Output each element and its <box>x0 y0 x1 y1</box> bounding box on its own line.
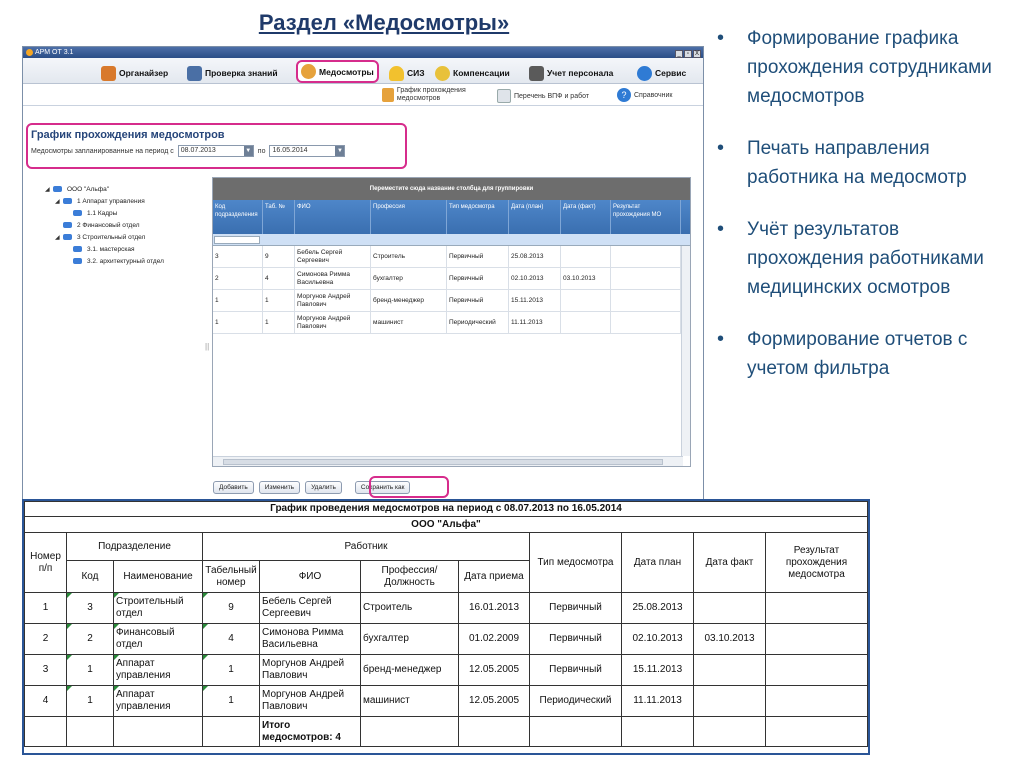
folder-icon <box>73 246 82 252</box>
report-cell: 12.05.2005 <box>459 686 530 717</box>
help-icon: ? <box>617 88 631 102</box>
report-cell: 3 <box>67 593 114 624</box>
report-cell: 25.08.2013 <box>622 593 694 624</box>
total-cell <box>67 717 114 747</box>
header-code: Код <box>67 561 114 593</box>
report-cell: 12.05.2005 <box>459 655 530 686</box>
tab-label: Медосмотры <box>319 66 374 77</box>
folder-icon <box>63 234 72 240</box>
report-cell: Финансовый отдел <box>114 624 203 655</box>
total-cell <box>114 717 203 747</box>
report-cell: Первичный <box>530 624 622 655</box>
minimize-button[interactable]: _ <box>675 50 683 58</box>
tab-personnel[interactable] <box>529 63 613 83</box>
table-icon <box>497 89 511 103</box>
report-cell: 1 <box>203 686 260 717</box>
report-cell: бухгалтер <box>361 624 459 655</box>
slide-title: Раздел «Медосмотры» <box>258 10 510 35</box>
report-cell: 01.02.2009 <box>459 624 530 655</box>
grid-cell <box>611 246 681 267</box>
subtab-hazard-list[interactable] <box>497 89 589 103</box>
tree-node-label: 3.2. архитектурный отдел <box>87 257 164 265</box>
report-cell: 02.10.2013 <box>622 624 694 655</box>
grid-cell: машинист <box>371 312 447 333</box>
report-table <box>24 501 868 747</box>
report-cell <box>766 686 868 717</box>
add-button[interactable]: Добавить <box>213 481 254 494</box>
window-titlebar <box>23 47 703 58</box>
grid-cell: 2 <box>213 268 263 289</box>
filter-cell[interactable] <box>214 236 260 244</box>
tree-node[interactable] <box>37 183 213 195</box>
header-hire-date: Дата приема <box>459 561 530 593</box>
restore-button[interactable]: ▫ <box>684 50 692 58</box>
grid-cell: Периодический <box>447 312 509 333</box>
total-cell <box>622 717 694 747</box>
report-title: График проведения медосмотров на период с 08.07.2013 по 16.05.2014 <box>25 502 868 517</box>
date-from-value: 08.07.2013 <box>180 147 216 154</box>
grid-cell: Моргунов Андрей Павлович <box>295 290 371 311</box>
header-result: Результат прохождения медосмотра <box>766 533 868 593</box>
header-worker: Работник <box>203 533 530 561</box>
ribbon-tabs <box>23 58 703 84</box>
report-cell: 1 <box>67 655 114 686</box>
bullet-item: • Формирование отчетов с учетом фильтра <box>715 325 1020 383</box>
header-exam-type: Тип медосмотра <box>530 533 622 593</box>
chevron-down-icon[interactable]: ▼ <box>245 148 252 154</box>
report-cell: 1 <box>203 655 260 686</box>
grid-cell: Первичный <box>447 290 509 311</box>
window-title: АРМ ОТ 3.1 <box>35 49 74 56</box>
bullet-item: • Учёт результатов прохождения работниками медицинских осмотров <box>715 215 1020 302</box>
grid-cell: 9 <box>263 246 295 267</box>
report-cell: 9 <box>203 593 260 624</box>
tab-label: Учет персонала <box>547 68 614 78</box>
tree-node[interactable] <box>37 195 213 207</box>
tab-label: Компенсации <box>453 68 510 78</box>
grid-cell: Строитель <box>371 246 447 267</box>
report-cell: 15.11.2013 <box>622 655 694 686</box>
header-profession: Профессия/ Должность <box>361 561 459 593</box>
folder-icon <box>73 210 82 216</box>
folder-icon <box>73 258 82 264</box>
report-cell: 4 <box>203 624 260 655</box>
total-cell <box>203 717 260 747</box>
subtab-reference[interactable] <box>617 88 673 102</box>
tree-node[interactable] <box>37 255 213 267</box>
department-tree <box>37 183 213 267</box>
grid-cell: Моргунов Андрей Павлович <box>295 312 371 333</box>
exam-grid <box>212 177 691 467</box>
report-cell: 1 <box>67 686 114 717</box>
grid-cell: 25.08.2013 <box>509 246 561 267</box>
group-by-panel[interactable]: Переместите сюда название столбца для группировки <box>213 178 690 200</box>
grid-row[interactable] <box>213 268 690 290</box>
report-cell <box>694 593 766 624</box>
grid-cell <box>611 312 681 333</box>
tree-node[interactable] <box>37 243 213 255</box>
coins-icon <box>435 66 450 81</box>
report-row <box>25 686 868 717</box>
tree-node[interactable] <box>37 219 213 231</box>
header-fact-date: Дата факт <box>694 533 766 593</box>
subtab-label: График прохождения медосмотров <box>396 87 466 102</box>
report-cell: Аппарат управления <box>114 686 203 717</box>
report-org: ООО "Альфа" <box>25 517 868 533</box>
bullet-item: • Формирование графика прохождения сотрудниками медосмотров <box>715 24 1020 111</box>
grid-cell: 11.11.2013 <box>509 312 561 333</box>
report-cell <box>766 655 868 686</box>
filter-label: Медосмотры запланированные на период с <box>31 147 174 155</box>
tab-knowledge-check[interactable] <box>187 63 278 83</box>
edit-button[interactable]: Изменить <box>259 481 300 494</box>
printed-report <box>22 499 870 755</box>
grid-cell: Бебель Сергей Сергеевич <box>295 246 371 267</box>
report-cell: Моргунов Андрей Павлович <box>260 655 361 686</box>
expand-arrow-icon[interactable]: ◢ <box>55 234 60 241</box>
column-header[interactable]: Результат прохождения МО <box>611 200 681 234</box>
total-cell <box>530 717 622 747</box>
grid-cell <box>611 290 681 311</box>
app-logo-icon <box>26 49 33 56</box>
grid-cell: бренд-менеджер <box>371 290 447 311</box>
subtab-bar <box>23 84 703 106</box>
column-header[interactable]: Таб. № <box>263 200 295 234</box>
chevron-down-icon[interactable]: ▼ <box>336 148 343 154</box>
report-cell: 03.10.2013 <box>694 624 766 655</box>
grid-cell <box>561 290 611 311</box>
report-cell: бренд-менеджер <box>361 655 459 686</box>
highlight-frame <box>369 476 449 498</box>
column-header[interactable]: Код подразделения <box>213 200 263 234</box>
save-as-button[interactable]: Сохранить как <box>355 481 411 494</box>
bullet-list <box>715 24 1020 406</box>
house-icon <box>101 66 116 81</box>
total-cell <box>361 717 459 747</box>
grid-filter-row[interactable] <box>213 234 690 246</box>
info-icon <box>637 66 652 81</box>
splitter-handle[interactable]: || <box>205 342 210 351</box>
column-header[interactable]: Тип медосмотра <box>447 200 509 234</box>
grid-cell: 03.10.2013 <box>561 268 611 289</box>
close-button[interactable]: X <box>694 51 699 57</box>
grid-body <box>213 246 690 334</box>
report-cell: 1 <box>25 593 67 624</box>
report-row <box>25 655 868 686</box>
report-cell: 4 <box>25 686 67 717</box>
header-plan-date: Дата план <box>622 533 694 593</box>
report-row <box>25 593 868 624</box>
report-cell: Периодический <box>530 686 622 717</box>
report-cell: 16.01.2013 <box>459 593 530 624</box>
section-heading: График прохождения медосмотров <box>31 129 225 141</box>
to-label: по <box>257 147 266 155</box>
vertical-scrollbar[interactable] <box>681 246 690 456</box>
report-cell: 11.11.2013 <box>622 686 694 717</box>
grid-cell: 1 <box>263 290 295 311</box>
helmet-icon <box>389 66 404 81</box>
report-cell: 2 <box>25 624 67 655</box>
report-cell <box>766 624 868 655</box>
bullet-item: • Печать направления работника на медосмотр <box>715 134 1020 192</box>
document-icon <box>187 66 202 81</box>
expand-arrow-icon[interactable]: ◢ <box>55 198 60 205</box>
subtab-label: Справочник <box>634 91 673 99</box>
folder-icon <box>53 186 62 192</box>
tab-ppe[interactable] <box>389 63 425 83</box>
subtab-exam-schedule[interactable] <box>382 87 494 103</box>
report-cell <box>766 593 868 624</box>
report-cell <box>694 686 766 717</box>
grid-cell: 1 <box>263 312 295 333</box>
report-cell: Первичный <box>530 593 622 624</box>
schedule-icon <box>382 88 394 102</box>
tab-label: СИЗ <box>407 68 425 78</box>
expand-arrow-icon[interactable]: ◢ <box>45 186 50 193</box>
grid-cell <box>561 246 611 267</box>
grid-row[interactable] <box>213 312 690 334</box>
report-cell: Моргунов Андрей Павлович <box>260 686 361 717</box>
grid-cell: 02.10.2013 <box>509 268 561 289</box>
column-header[interactable]: ФИО <box>295 200 371 234</box>
header-department: Подразделение <box>67 533 203 561</box>
grid-row[interactable] <box>213 246 690 268</box>
grid-row[interactable] <box>213 290 690 312</box>
tree-node-label: 3.1. мастерская <box>87 245 135 253</box>
folder-icon <box>63 198 72 204</box>
tree-node-label: 1.1 Кадры <box>87 209 118 217</box>
tab-label: Проверка знаний <box>205 68 278 78</box>
tab-label: Органайзер <box>119 68 169 78</box>
report-cell: Первичный <box>530 655 622 686</box>
tree-node-label: 2 Финансовый отдел <box>77 221 140 229</box>
person-icon <box>529 66 544 81</box>
report-cell: Бебель Сергей Сергеевич <box>260 593 361 624</box>
total-cell <box>25 717 67 747</box>
grid-cell <box>611 268 681 289</box>
tab-organizer[interactable] <box>101 63 168 83</box>
report-cell: Строитель <box>361 593 459 624</box>
tab-compensation[interactable] <box>435 63 510 83</box>
header-fio: ФИО <box>260 561 361 593</box>
tree-node[interactable] <box>37 207 213 219</box>
tab-label: Сервис <box>655 68 687 78</box>
report-row <box>25 624 868 655</box>
grid-cell: бухгалтер <box>371 268 447 289</box>
report-cell <box>694 655 766 686</box>
column-header[interactable]: Дата (план) <box>509 200 561 234</box>
grid-cell: Первичный <box>447 246 509 267</box>
tab-medical-exams[interactable] <box>296 60 379 83</box>
grid-cell <box>561 312 611 333</box>
tab-service[interactable] <box>637 63 686 83</box>
tree-node-label: 3 Строительный отдел <box>77 233 146 241</box>
delete-button[interactable]: Удалить <box>305 481 342 494</box>
highlight-frame <box>26 123 407 169</box>
grid-column-headers <box>213 200 690 234</box>
report-cell: Симонова Римма Васильевна <box>260 624 361 655</box>
grid-cell: 1 <box>213 312 263 333</box>
grid-cell: Первичный <box>447 268 509 289</box>
grid-cell: 3 <box>213 246 263 267</box>
total-cell <box>766 717 868 747</box>
tree-node-label: 1 Аппарат управления <box>77 197 145 205</box>
grid-cell: 1 <box>213 290 263 311</box>
horizontal-scrollbar[interactable] <box>213 456 683 466</box>
doctor-icon <box>301 64 316 79</box>
grid-cell: 15.11.2013 <box>509 290 561 311</box>
grid-cell: 4 <box>263 268 295 289</box>
report-cell: 3 <box>25 655 67 686</box>
subtab-label: Перечень ВПФ и работ <box>514 92 590 100</box>
header-tab-number: Табельный номер <box>203 561 260 593</box>
total-cell <box>459 717 530 747</box>
report-cell: Строительный отдел <box>114 593 203 624</box>
total-label: Итого медосмотров: 4 <box>260 717 361 747</box>
folder-icon <box>63 222 72 228</box>
app-window <box>22 46 704 502</box>
column-header[interactable]: Профессия <box>371 200 447 234</box>
column-header[interactable]: Дата (факт) <box>561 200 611 234</box>
report-body <box>25 593 868 717</box>
report-cell: 2 <box>67 624 114 655</box>
report-cell: машинист <box>361 686 459 717</box>
total-cell <box>694 717 766 747</box>
report-cell: Аппарат управления <box>114 655 203 686</box>
header-number: Номер п/п <box>25 533 67 593</box>
header-dept-name: Наименование <box>114 561 203 593</box>
grid-cell: Симонова Римма Васильевна <box>295 268 371 289</box>
tree-node[interactable] <box>37 231 213 243</box>
scroll-thumb[interactable] <box>223 459 663 465</box>
date-to-value: 16.05.2014 <box>272 147 308 154</box>
tree-node-label: ООО "Альфа" <box>67 185 110 193</box>
